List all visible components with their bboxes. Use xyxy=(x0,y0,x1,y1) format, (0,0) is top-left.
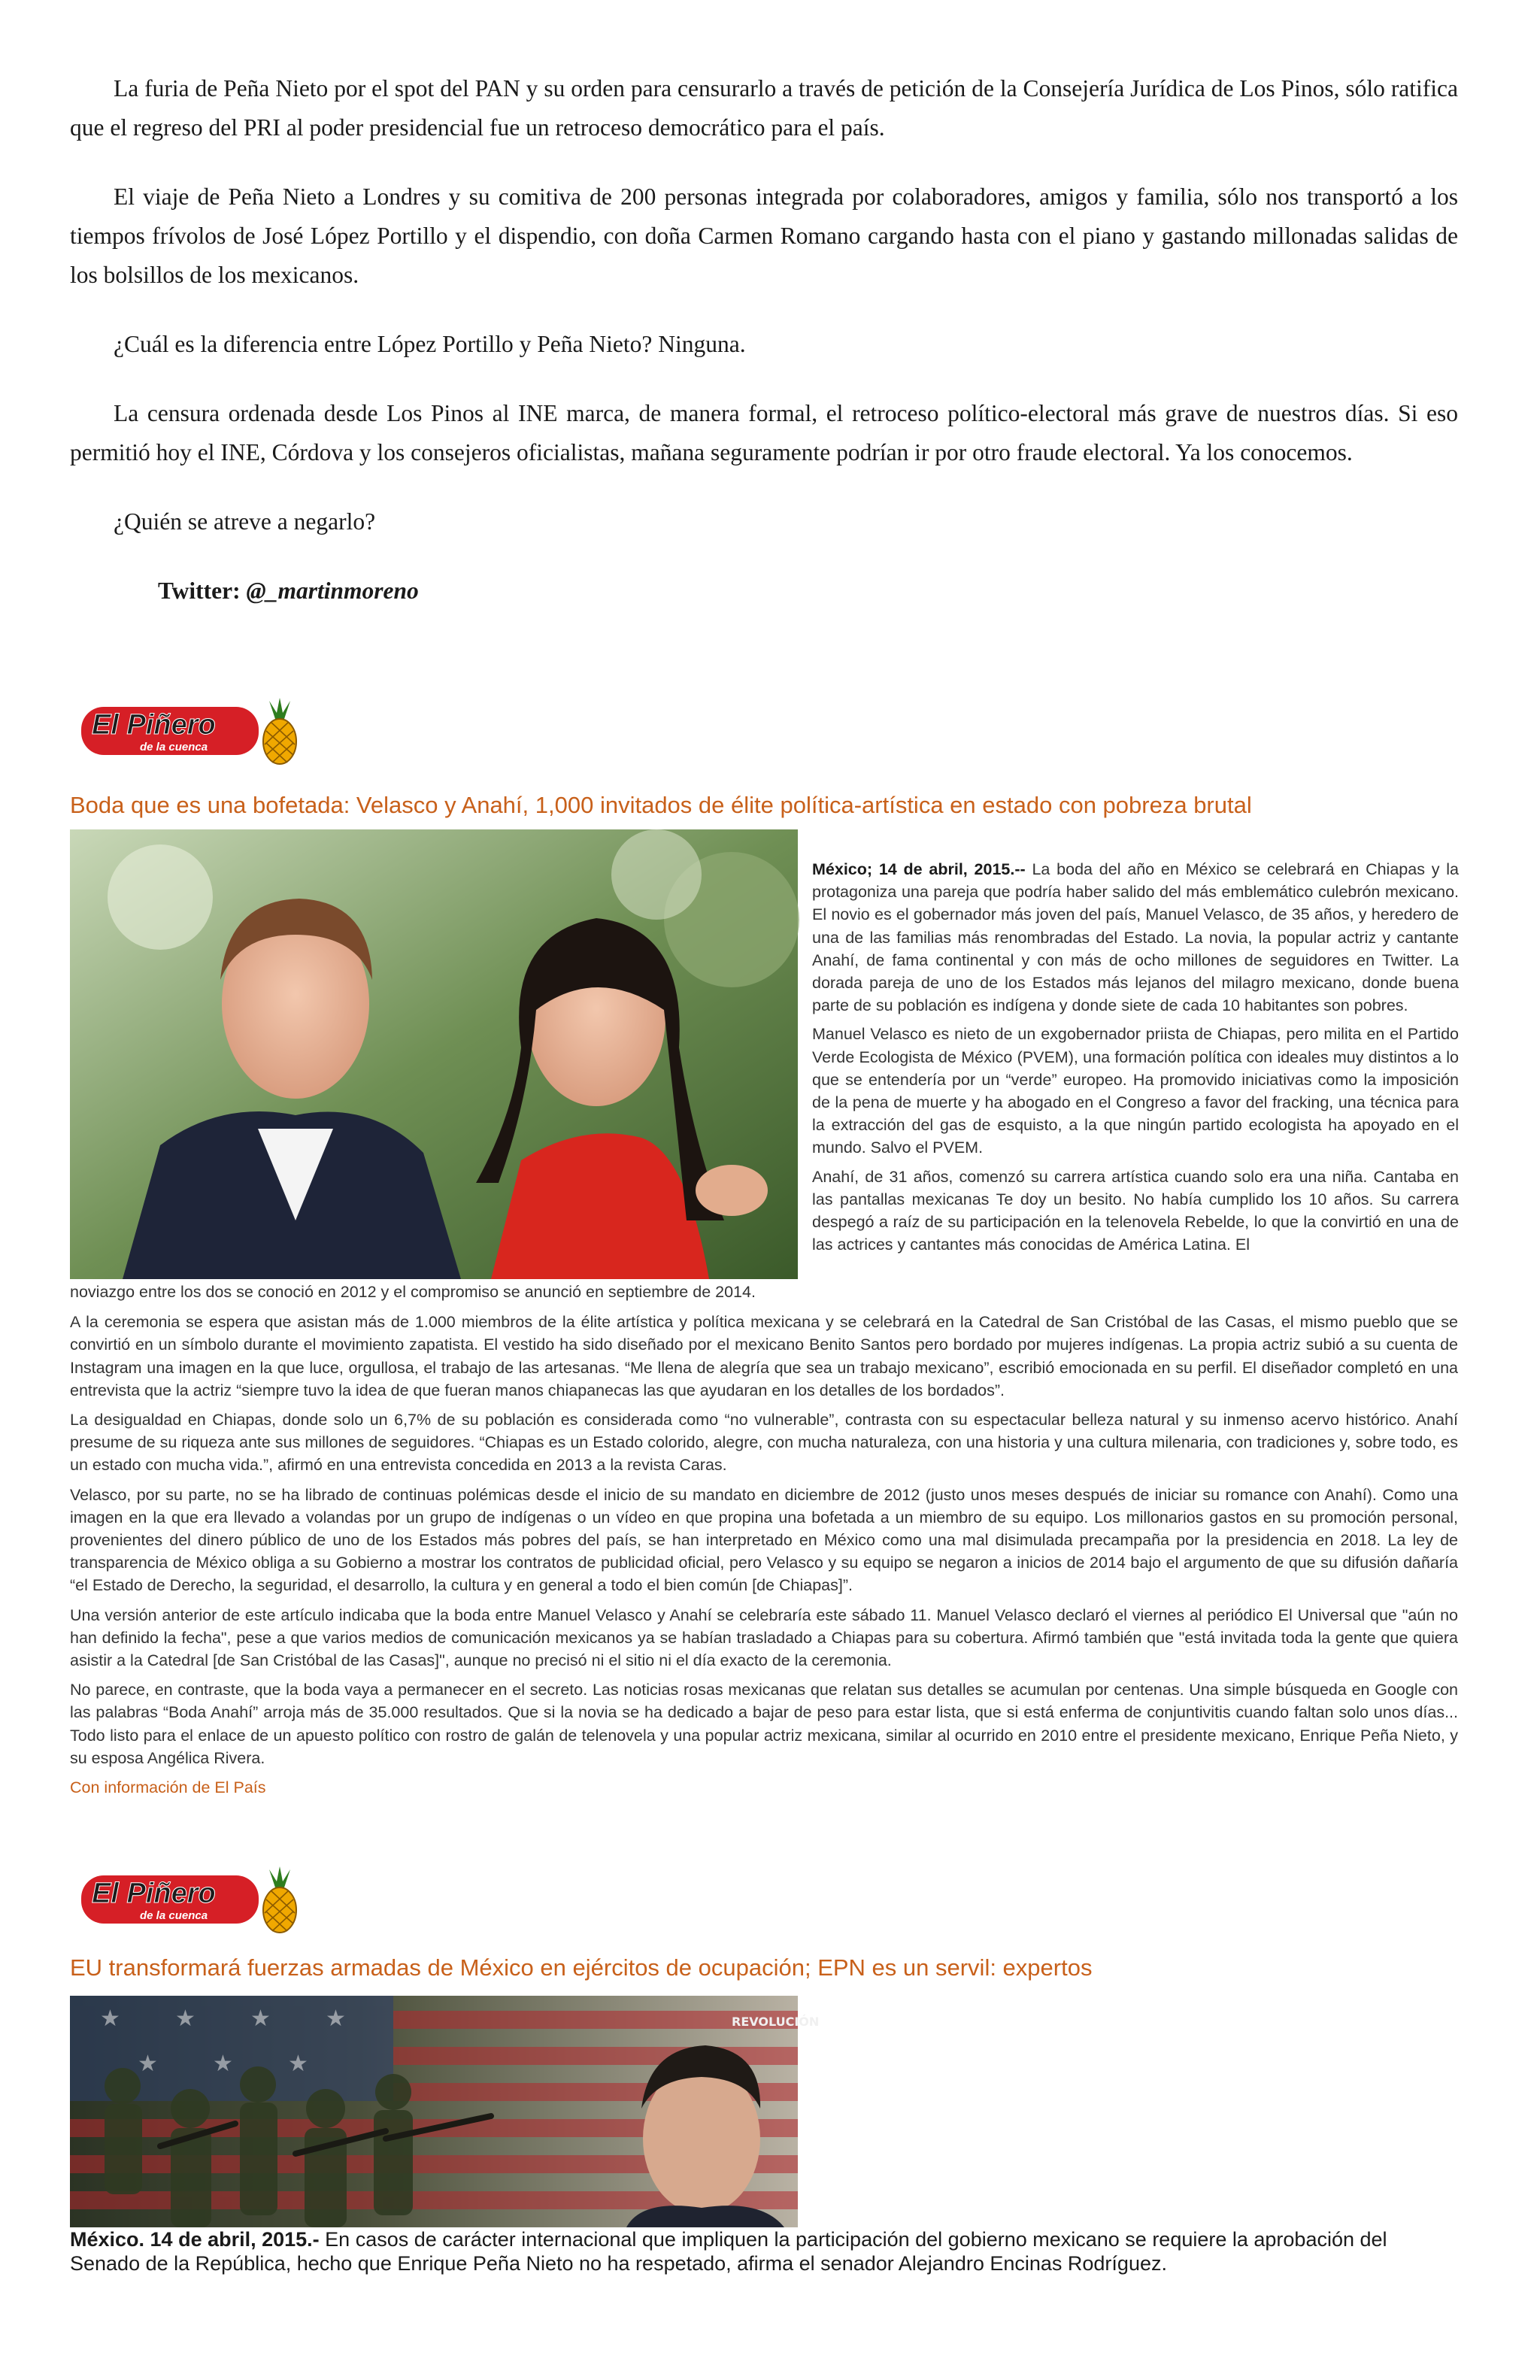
article-paragraph: México; 14 de abril, 2015.-- La boda del año en México se celebrará en Chiapas y la protagoniza una pareja que podría haber salido del más emblemático culebrón mexicano. El novio es el gobernador más joven del país, Manuel Velasco, de 35 años, y heredero de una de las familias más renombradas del Estado. La novia, la popular actriz y cantante Anahí, de fama continental y con más de ocho millones de seguidores en Twitter. La dorada pareja de uno de los Estados más lejanos del milagro mexicano, donde buena parte de su población es indígena y donde siete de cada 10 habitantes son pobres. xyxy=(812,860,1460,1015)
svg-text:El Piñero: El Piñero xyxy=(92,1878,216,1909)
couple-photo xyxy=(70,829,798,1279)
article-headline-link[interactable]: Boda que es una bofetada: Velasco y Anahí, 1,000 invitados de élite política-artística en estado con pobreza brutal xyxy=(70,792,1252,818)
opinion-paragraph: La furia de Peña Nieto por el spot del PAN y su orden para censurarlo a través de petición de la Consejería Jurídica de Los Pinos, sólo ratifica que el regreso del PRI al poder presidencial fue un retroceso democrático para el país. xyxy=(70,75,1458,141)
opinion-paragraph: El viaje de Peña Nieto a Londres y su comitiva de 200 personas integrada por colaboradores, amigos y familia, sólo nos transportó a los tiempos frívolos de José López Portillo y el dispendio, con doña Carmen Romano cargando hasta con el piano y gastando millonadas salidas de los bolsillos de los mexicanos. xyxy=(70,183,1458,288)
svg-text:★: ★ xyxy=(326,2006,346,2032)
svg-text:de la cuenca: de la cuenca xyxy=(140,741,208,753)
article-body xyxy=(70,1281,1458,1805)
article-paragraph: Velasco, por su parte, no se ha librado de continuas polémicas desde el inicio de su mandato en diciembre de 2012 (justo unos meses después de iniciar su romance con Anahí). Como una imagen en la que era llevado a volandas por un grupo de indígenas o un vídeo en que propina una bofetada a un miembro de su equipo. Los millonarios gastos en su promoción personal, provenientes del dinero público de uno de los Estados más pobres del país, se han interpretado en México como una mal disimulada precampaña por la presidencia en 2018. La ley de transparencia de México obliga a su Gobierno a mostrar los contratos de publicidad oficial, pero Velasco y su equipo se negaron a inicios de 2014 bajo el argumento de que su difusión dañaría “el Estado de Derecho, la seguridad, el desarrollo, la cultura y en general a todo el bien común [de Chiapas]”. xyxy=(70,1485,1458,1595)
article-headline-link[interactable]: EU transformará fuerzas armadas de México en ejércitos de ocupación; EPN es un servil: expertos xyxy=(70,1954,1093,1981)
el-pinero-logo xyxy=(74,690,299,769)
pineapple-logo-icon xyxy=(74,690,299,769)
article-column-right xyxy=(812,858,1459,1262)
soldiers-flag-photo xyxy=(70,1996,820,2227)
article-dateline: México. 14 de abril, 2015.- xyxy=(70,2228,320,2251)
article-paragraph: Manuel Velasco es nieto de un exgobernador priista de Chiapas, pero milita en el Partido Verde Ecologista de México (PVEM), una formación política con ideales muy distintos a lo que se entendería por un “verde” europeo. Ha promovido iniciativas como la imposición de la pena de muerte y ha abogado en el Congreso a favor del fracking, una técnica para la extracción del gas de esquisto, a la que ningún partido ecologista ha apoyado en el mundo. Salvo el PVEM. xyxy=(812,1025,1459,1157)
svg-text:El Piñero: El Piñero xyxy=(92,709,216,741)
article-paragraph: No parece, en contraste, que la boda vaya a permanecer en el secreto. Las noticias rosas mexicanas que relatan sus detalles se acumulan por centenas. Una simple búsqueda en Google con las palabras “Boda Anahí” arroja más de 35.000 resultados. Que si la novia se ha dedicado a bajar de peso para estar lista, que si está enferma de conjuntivitis cuando faltan solo unos días... Todo listo para el enlace de un apuesto político con rostro de galán de telenovela y una popular actriz mexicana, similar al ocurrido en 2010 entre el presidente mexicano, Enrique Peña Nieto, y su esposa Angélica Rivera. xyxy=(70,1681,1458,1767)
pineapple-logo-icon xyxy=(74,1859,299,1937)
opinion-paragraph: La censura ordenada desde Los Pinos al INE marca, de manera formal, el retroceso político-electoral más grave de nuestros días. Si eso permitió hoy el INE, Córdova y los consejeros oficialistas, mañana seguramente podrían ir por otro fraude electoral. Ya los conocemos. xyxy=(70,400,1458,465)
opinion-paragraph: ¿Quién se atreve a negarlo? xyxy=(114,508,376,535)
article-lead: México. 14 de abril, 2015.- En casos de carácter internacional que impliquen la participación del gobierno mexicano se requiere la aprobación del Senado de la República, hecho que Enrique Peña Nieto no ha respetado, afirma el senador Alejandro Encinas Rodríguez. xyxy=(70,2228,1387,2275)
article-paragraph: Anahí, de 31 años, comenzó su carrera artística cuando solo era una niña. Cantaba en las pantallas mexicanas Te doy un besito. No había cumplido los 10 años. Su carrera despegó a raíz de su participación en la telenovela Rebelde, lo que la convirtió en una de las actrices y cantantes más conocidas de América Latina. El xyxy=(812,1167,1459,1254)
article-dateline: México; 14 de abril, 2015.-- xyxy=(812,860,1026,878)
article-paragraph: Una versión anterior de este artículo indicaba que la boda entre Manuel Velasco y Anahí se celebraría este sábado 11. Manuel Velasco declaró el viernes al periódico El Universal que "aún no han definido la fecha", pese a que varios medios de comunicación mexicanos ya se habían trasladado a Chiapas para su cobertura. Afirmó también que "está invitada toda la gente que quiera asistir a la Catedral [de San Cristóbal de las Casas]", aunque no precisó ni el sitio ni el día exacto de la ceremonia. xyxy=(70,1605,1458,1670)
article-paragraph: A la ceremonia se espera que asistan más de 1.000 miembros de la élite artística y política mexicana y se celebrará en la Catedral de San Cristóbal de las Casas, el mismo pueblo que se convirtió en un símbolo durante el movimiento zapatista. El vestido ha sido diseñado por el mexicano Benito Santos pero bordado por mujeres indígenas. La propia actriz subió a su cuenta de Instagram una imagen en la que luce, orgullosa, el trabajo de las artesanas. “Me llena de alegría que sea un trabajo mexicano”, escribió emocionada en su perfil. El diseñador completó en una entrevista que la actriz “siempre tuvo la idea de que fueran manos chiapanecas las que ayudaran en los detalles de los bordados”. xyxy=(70,1313,1458,1399)
el-pinero-logo xyxy=(74,1859,299,1937)
svg-text:★: ★ xyxy=(213,2051,233,2077)
svg-text:de la cuenca: de la cuenca xyxy=(140,1909,208,1922)
svg-text:★: ★ xyxy=(100,2006,120,2032)
svg-text:★: ★ xyxy=(250,2006,271,2032)
twitter-handle-link[interactable]: @_martinmoreno xyxy=(246,578,419,604)
author-signature xyxy=(158,572,1458,611)
svg-text:★: ★ xyxy=(175,2006,196,2032)
signature-label: Twitter: xyxy=(158,578,247,604)
svg-text:★: ★ xyxy=(138,2051,158,2077)
source-credit-link[interactable]: Con información de El País xyxy=(70,1778,266,1797)
photo-watermark: REVOLUCIÓN xyxy=(732,2015,820,2029)
opinion-column xyxy=(70,69,1458,641)
svg-text:★: ★ xyxy=(288,2051,308,2077)
article-paragraph: La desigualdad en Chiapas, donde solo un 6,7% de su población es considerada como “no vulnerable”, contrasta con su espectacular belleza natural y su inmenso acervo histórico. Anahí presume de su riqueza ante sus millones de seguidores. “Chiapas es un Estado colorido, alegre, con mucha naturaleza, con una historia y una cultura milenaria, con tradiciones y, sobre todo, es un estado con mucha vida.”, afirmó en una entrevista concedida en 2013 a la revista Caras. xyxy=(70,1411,1458,1475)
article-paragraph: noviazgo entre los dos se conoció en 2012 y el compromiso se anunció en septiembre de 2014. xyxy=(70,1283,756,1301)
opinion-paragraph: ¿Cuál es la diferencia entre López Portillo y Peña Nieto? Ninguna. xyxy=(114,331,746,357)
